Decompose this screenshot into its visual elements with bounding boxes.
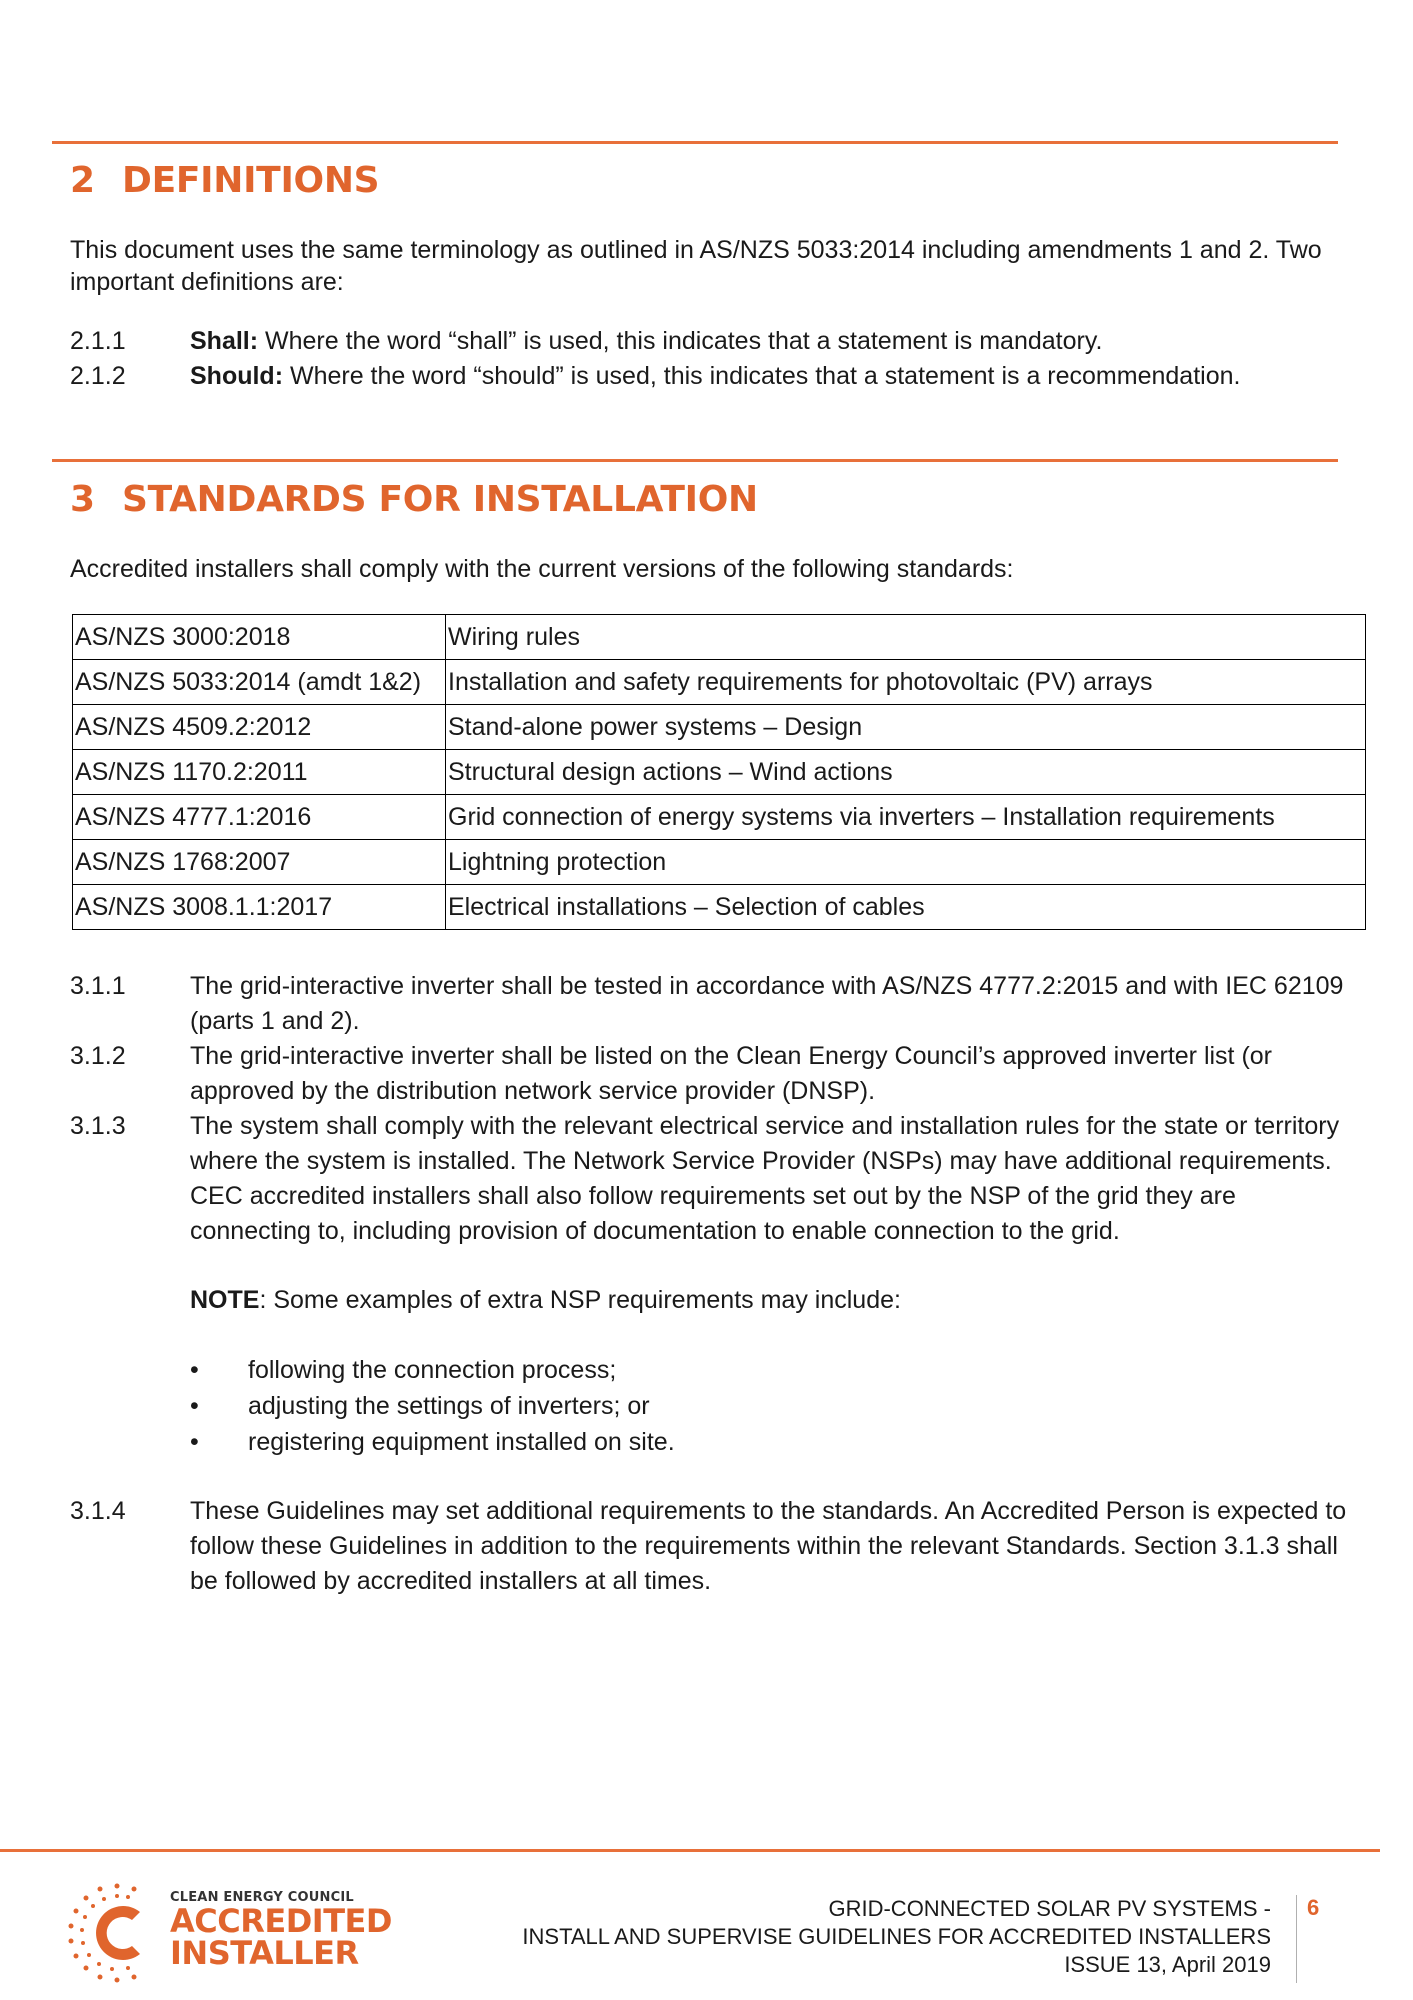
- definition-text: Where the word “shall” is used, this indicates that a statement is mandatory.: [258, 327, 1103, 355]
- table-row: [73, 795, 1366, 840]
- table-row: [73, 885, 1366, 930]
- standard-description: Stand-alone power systems – Design: [446, 705, 1366, 750]
- section-divider: [52, 141, 1338, 144]
- table-row: [73, 750, 1366, 795]
- section-heading: [70, 160, 379, 201]
- table-row: [73, 840, 1366, 885]
- standard-code: AS/NZS 1768:2007: [73, 840, 446, 885]
- clause-number: 3.1.4: [70, 1497, 126, 1525]
- bullet-list: [70, 1352, 1360, 1460]
- note-text: : Some examples of extra NSP requirements may include:: [259, 1286, 901, 1314]
- definition-item: [70, 359, 1360, 394]
- definition-item: [70, 324, 1360, 359]
- clause-item: [70, 1109, 1360, 1249]
- bullet-icon: •: [190, 1356, 199, 1384]
- table-row: [73, 660, 1366, 705]
- footer-line: INSTALL AND SUPERVISE GUIDELINES FOR ACCREDITED INSTALLERS: [522, 1924, 1271, 1949]
- definition-text: Where the word “should” is used, this indicates that a statement is a recommendation.: [283, 362, 1241, 390]
- clause-text: The grid-interactive inverter shall be tested in accordance with AS/NZS 4777.2:2015 and with IEC 62109 (parts 1 and 2).: [190, 972, 1344, 1035]
- section-title: DEFINITIONS: [122, 160, 380, 201]
- section-intro: This document uses the same terminology as outlined in AS/NZS 5033:2014 including amendments 1 and 2. Two important definitions are:: [70, 236, 1322, 296]
- footer-divider: [0, 1849, 1380, 1852]
- section-title: STANDARDS FOR INSTALLATION: [122, 479, 758, 520]
- footer-issue: ISSUE 13, April 2019: [1064, 1952, 1271, 1977]
- footer-document-title: [522, 1895, 1271, 1979]
- list-item: • adjusting the settings of inverters; or: [190, 1388, 1360, 1424]
- standard-code: AS/NZS 1170.2:2011: [73, 750, 446, 795]
- standard-description: Structural design actions – Wind actions: [446, 750, 1366, 795]
- clause-text: These Guidelines may set additional requirements to the standards. An Accredited Person is expected to follow these Guidelines in addition to the requirements within the relevant Standards. Section 3.1.3 shall be followed by accredited installers at all times.: [190, 1497, 1347, 1595]
- logo-org-name: CLEAN ENERGY COUNCIL: [170, 1890, 354, 1905]
- logo-line-installer: INSTALLER: [170, 1934, 359, 1972]
- definition-number: 2.1.2: [70, 362, 126, 390]
- list-item: • following the connection process;: [190, 1352, 1360, 1388]
- clause-item: [70, 1494, 1360, 1599]
- clause-number: 3.1.3: [70, 1112, 126, 1140]
- clause-number: 3.1.1: [70, 972, 126, 1000]
- clause-item: [70, 1039, 1360, 1109]
- standards-table: [72, 614, 1366, 930]
- accredited-installer-logo: [62, 1878, 402, 1988]
- clause-number: 3.1.2: [70, 1042, 126, 1070]
- section-intro: Accredited installers shall comply with the current versions of the following standards:: [70, 555, 1014, 583]
- note: [70, 1283, 1360, 1318]
- definition-term: Should:: [190, 362, 284, 390]
- standard-description: Installation and safety requirements for photovoltaic (PV) arrays: [446, 660, 1366, 705]
- sunburst-logo-icon: [62, 1878, 172, 1988]
- definition-term: Shall:: [190, 327, 259, 355]
- standard-code: AS/NZS 4509.2:2012: [73, 705, 446, 750]
- clause-text: The system shall comply with the relevant electrical service and installation rules for the state or territory where the system is installed. The Network Service Provider (NSPs) may have additional requirements. CEC accredited installers shall also follow requirements set out by the NSP of the grid they are connecting to, including provision of documentation to enable connection to the grid.: [190, 1112, 1340, 1245]
- table-row: [73, 705, 1366, 750]
- standard-description: Lightning protection: [446, 840, 1366, 885]
- standard-code: AS/NZS 3008.1.1:2017: [73, 885, 446, 930]
- standard-description: Wiring rules: [446, 615, 1366, 660]
- logo-line-accredited: ACCREDITED: [170, 1902, 392, 1940]
- table-row: [73, 615, 1366, 660]
- clause-text: The grid-interactive inverter shall be listed on the Clean Energy Council’s approved inverter list (or approved by the distribution network service provider (DNSP).: [190, 1042, 1273, 1105]
- list-item: • registering equipment installed on site.: [190, 1424, 1360, 1460]
- section-number: 3: [70, 479, 95, 520]
- page-number: 6: [1296, 1895, 1319, 1983]
- section-divider: [52, 459, 1338, 462]
- standard-description: Grid connection of energy systems via inverters – Installation requirements: [446, 795, 1366, 840]
- standard-code: AS/NZS 3000:2018: [73, 615, 446, 660]
- note-label: NOTE: [190, 1286, 260, 1314]
- footer-line: GRID-CONNECTED SOLAR PV SYSTEMS -: [828, 1896, 1271, 1921]
- section-heading: [70, 479, 758, 520]
- section-number: 2: [70, 160, 95, 201]
- clause-item: [70, 969, 1360, 1039]
- bullet-icon: •: [190, 1428, 199, 1456]
- standard-description: Electrical installations – Selection of cables: [446, 885, 1366, 930]
- bullet-icon: •: [190, 1392, 199, 1420]
- definition-number: 2.1.1: [70, 327, 126, 355]
- standard-code: AS/NZS 4777.1:2016: [73, 795, 446, 840]
- standard-code: AS/NZS 5033:2014 (amdt 1&2): [73, 660, 446, 705]
